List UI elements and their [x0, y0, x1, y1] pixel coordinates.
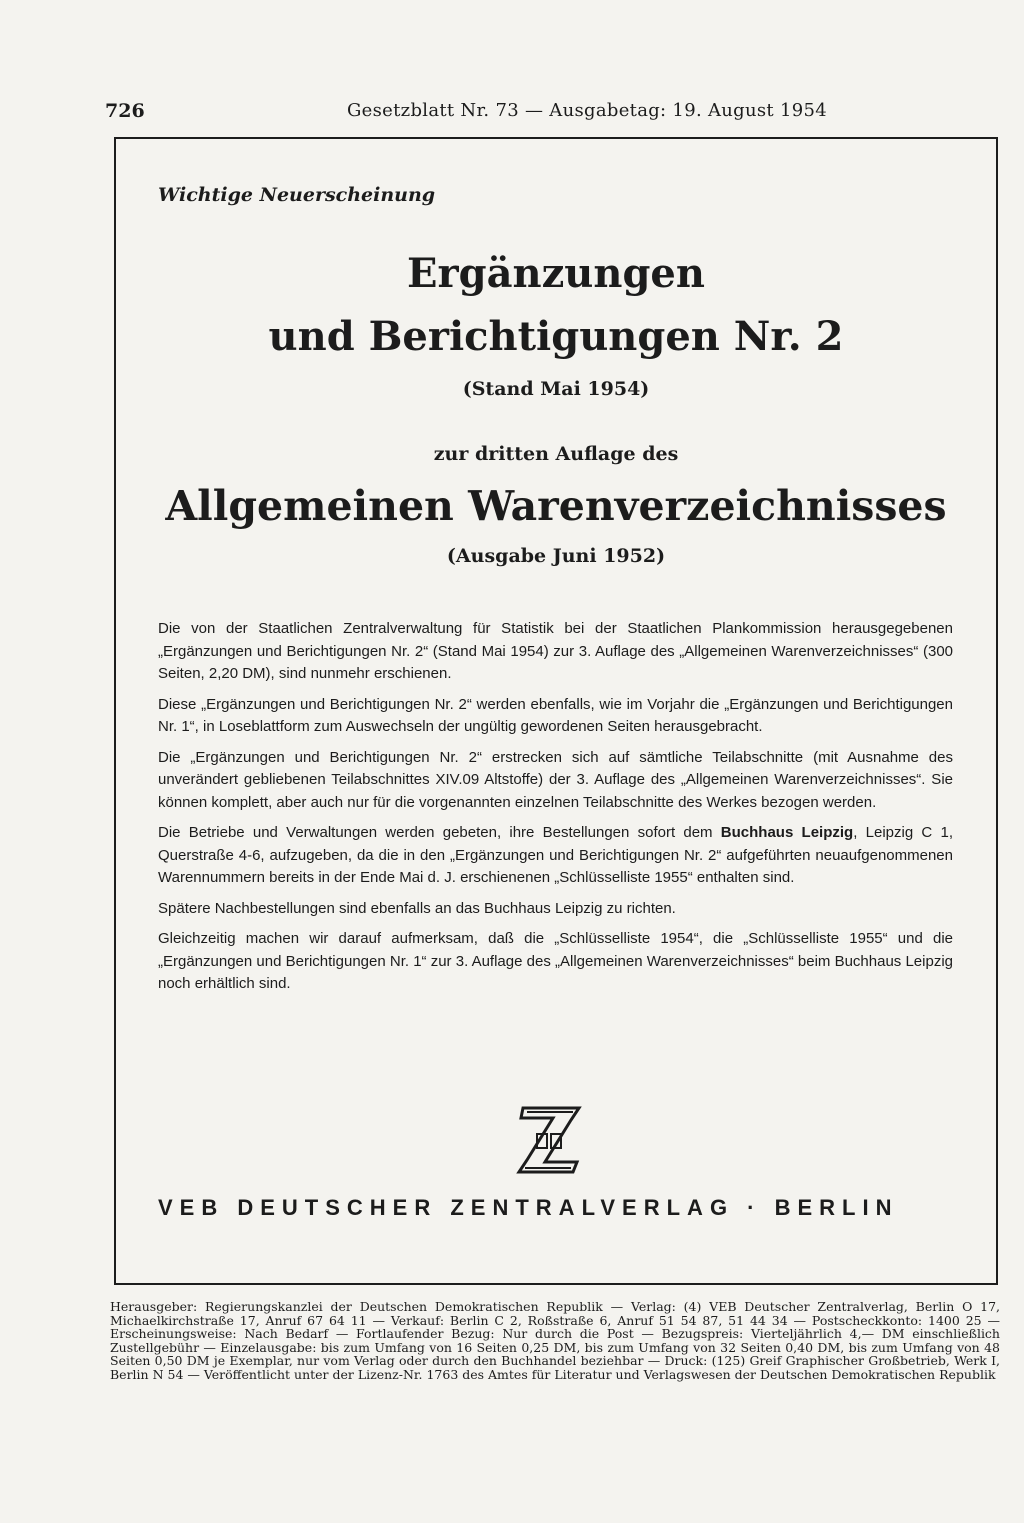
paragraph-1: Die von der Staatlichen Zentralverwaltung für Statistik bei der Staatlichen Plankommission herausgegebenen „Ergänzungen und Berichtigungen Nr. 2“ (Stand Mai 1954) zur 3. Auflage des „Allgemeinen Warenverzeichnisses“ (300 Seiten, 2,20 DM), sind nunmehr erschienen.	[158, 620, 953, 682]
edition-date: (Ausgabe Juni 1952)	[446, 545, 666, 567]
paragraph-6: Gleichzeitig machen wir darauf aufmerksam, daß die „Schlüsselliste 1954“, die „Schlüsselliste 1955“ und die „Ergänzungen und Berichtigungen Nr. 1“ zur 3. Auflage des „Allgemeinen Warenverzeichnisses“ beim Buchhaus Leipzig noch erhältlich sind.	[158, 930, 953, 992]
gazette-header-line: Gesetzblatt Nr. 73 — Ausgabetag: 19. August 1954	[347, 100, 827, 121]
page-header	[105, 100, 985, 128]
paragraph-4-start: Die Betriebe und Verwaltungen werden gebeten, ihre Bestellungen sofort dem	[158, 824, 721, 841]
title-line-2: und Berichtigungen Nr. 2	[268, 313, 844, 360]
paragraph-3: Die „Ergänzungen und Berichtigungen Nr. 2“ erstrecken sich auf sämtliche Teilabschnitte (mit Ausnahme des unverändert gebliebenen Teilabschnittes XIV.09 Altstoffe) der 3. Auflage des „Allgemeinen Warenverzeichnisses“. Sie können komplett, aber auch nur für die vorgenannten einzelnen Teilabschnitte des Werkes bezogen werden.	[158, 748, 953, 811]
connector-line: zur dritten Auflage des	[433, 443, 679, 465]
publisher-logo-icon	[515, 1100, 585, 1178]
announcement-body	[158, 618, 953, 1004]
paragraph-4-end: , Leipzig C 1, Querstraße 4-6, aufzugeben, da die in den „Ergänzungen und Berichtigungen Nr. 2“ aufgeführten neuaufgenommenen Warennummern bereits in der Ende Mai d. J. erschienenen „Schlüsselliste 1955“ enthalten sind.	[158, 824, 953, 886]
paragraph-5: Spätere Nachbestellungen sind ebenfalls an das Buchhaus Leipzig zu richten.	[158, 899, 676, 917]
page-number: 726	[105, 100, 145, 122]
publisher-name: VEB DEUTSCHER ZENTRALVERLAG · BERLIN	[158, 1195, 899, 1220]
paragraph-2: Diese „Ergänzungen und Berichtigungen Nr. 2“ werden ebenfalls, wie im Vorjahr die „Ergänzungen und Berichtigungen Nr. 1“, in Loseblattform zum Auswechseln der ungültig gewordenen Seiten herausgebracht.	[158, 695, 953, 735]
bookshop-name: Buchhaus Leipzig	[720, 824, 854, 841]
main-title: Allgemeinen Warenverzeichnisses	[165, 482, 947, 530]
kicker-heading: Wichtige Neuerscheinung	[158, 184, 436, 206]
paragraph-4	[158, 822, 953, 890]
stand-date: (Stand Mai 1954)	[462, 378, 650, 400]
imprint-footer: Herausgeber: Regierungskanzlei der Deutschen Demokratischen Republik — Verlag: (4) VEB Deutscher Zentralverlag, Berlin O 17, Michaelkirchstraße 17, Anruf 67 64 11 — Verkauf: Berlin C 2, Roßstraße 6, Anruf 51 54 87, 51 44 34 — Postscheckkonto: 1400 25 — Erscheinungsweise: Nach Bedarf — Fortlaufender Bezug: Nur durch die Post — Bezugspreis: Vierteljährlich 4,— DM einschließlich Zustellgebühr — Einzelausgabe: bis zum Umfang von 16 Seiten 0,25 DM, bis zum Umfang von 32 Seiten 0,40 DM, bis zum Umfang von 48 Seiten 0,50 DM je Exemplar, nur vom Verlag oder durch den Buchhandel beziehbar — Druck: (125) Greif Graphischer Großbetrieb, Werk I, Berlin N 54 — Veröffentlicht unter der Lizenz-Nr. 1763 des Amtes für Literatur und Verlagswesen der Deutschen Demokratischen Republik	[110, 1299, 1000, 1382]
title-line-1: Ergänzungen	[407, 250, 705, 297]
